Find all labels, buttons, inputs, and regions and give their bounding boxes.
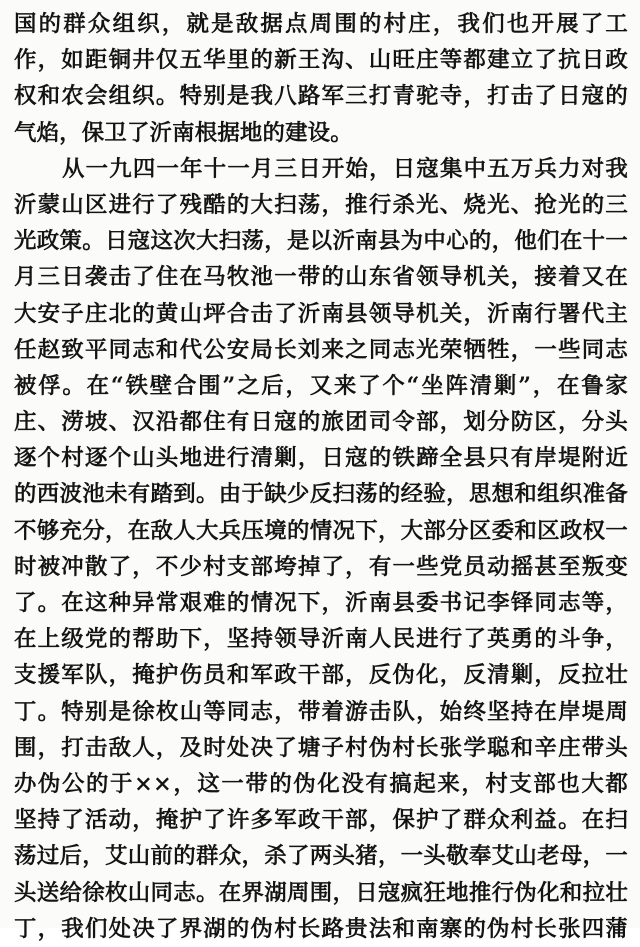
text-line: 头送给徐枚山同志。在界湖周围，日寇疯狂地推行伪化和拉壮 xyxy=(14,879,628,906)
text-line: 月三日袭击了住在马牧池一带的山东省领导机关，接着又在 xyxy=(14,264,628,291)
text-line: 的西波池未有踏到。由于缺少反扫荡的经验，思想和组织准备 xyxy=(14,481,628,508)
text-line: 从一九四一年十一月三日开始，日寇集中五万兵力对我 xyxy=(62,155,628,182)
text-line: 作，如距铜井仅五华里的新王沟、山旺庄等都建立了抗日政 xyxy=(14,47,628,74)
text-line: 被俘。在“铁壁合围”之后，又来了个“坐阵清剿”，在鲁家 xyxy=(14,372,628,399)
text-line: 气焰，保卫了沂南根据地的建设。 xyxy=(14,119,353,146)
text-line: 在上级党的帮助下，坚持领导沂南人民进行了英勇的斗争， xyxy=(14,626,628,653)
text-line: 了。在这种异常艰难的情况下，沂南县委书记李铎同志等， xyxy=(14,590,628,616)
text-line: 不够充分，在敌人大兵压境的情况下，大部分区委和区政权一 xyxy=(14,517,628,544)
text-line: 任赵致平同志和代公安局长刘来之同志光荣牺牲，一些同志 xyxy=(14,336,628,363)
text-line: 光政策。日寇这次大扫荡，是以沂南县为中心的，他们在十一 xyxy=(14,228,628,255)
text-line: 权和农会组织。特别是我八路军三打青驼寺，打击了日寇的 xyxy=(14,83,628,110)
text-line: 逐个村逐个山头地进行清剿，日寇的铁蹄全县只有岸堤附近 xyxy=(14,445,628,472)
body-text xyxy=(14,6,628,947)
text-line: 支援军队，掩护伤员和军政干部，反伪化，反清剿，反拉壮 xyxy=(14,662,628,689)
text-line: 办伪公的于××，这一带的伪化没有搞起来，村支部也大都 xyxy=(14,770,628,797)
text-line: 丁，我们处决了界湖的伪村长路贵法和南寨的伪村长张四蒲 xyxy=(14,915,628,942)
text-line: 时被冲散了，不少村支部垮掉了，有一些党员动摇甚至叛变 xyxy=(14,553,628,580)
text-line: 庄、涝坡、汉沿都住有日寇的旅团司令部，划分防区，分头 xyxy=(14,409,628,436)
text-line: 沂蒙山区进行了残酷的大扫荡，推行杀光、烧光、抢光的三 xyxy=(14,191,628,218)
text-line: 坚持了活动，掩护了许多军政干部，保护了群众利益。在扫 xyxy=(14,807,628,834)
text-line: 荡过后，艾山前的群众，杀了两头猪，一头敬奉艾山老母，一 xyxy=(14,843,628,870)
text-line: 大安子庄北的黄山坪合击了沂南县领导机关，沂南行署代主 xyxy=(14,300,628,327)
text-line: 国的群众组织，就是敌据点周围的村庄，我们也开展了工 xyxy=(14,11,628,37)
text-line: 丁。特别是徐枚山等同志，带着游击队，始终坚持在岸堤周 xyxy=(14,698,628,725)
text-line: 围，打击敌人，及时处决了塘子村伪村长张学聪和辛庄带头 xyxy=(14,734,628,761)
